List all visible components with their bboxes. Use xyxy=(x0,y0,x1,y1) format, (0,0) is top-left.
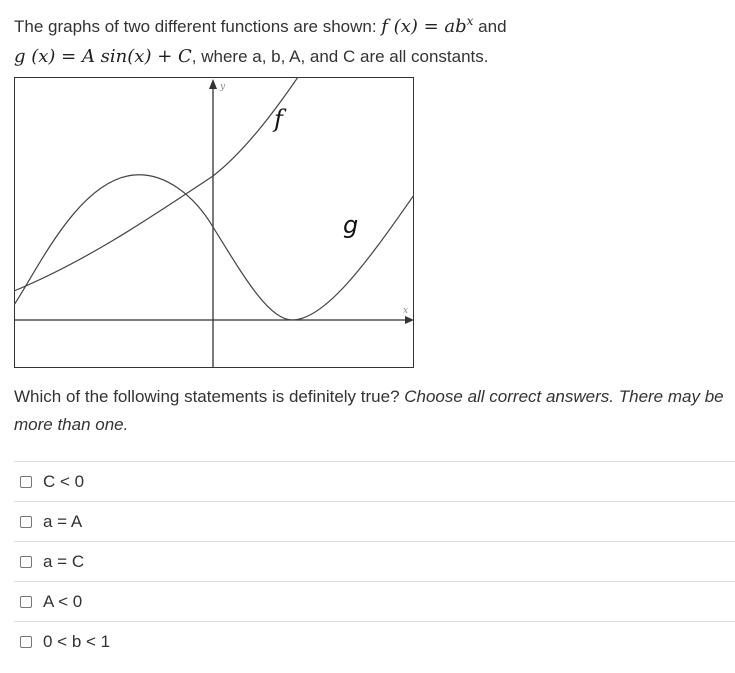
f-exponent: x xyxy=(466,14,474,28)
g-definition: g (x) = A sin(x) + C xyxy=(14,46,192,67)
option-label: a = C xyxy=(43,551,85,571)
question-main: Which of the following statements is definitely true? xyxy=(14,387,405,406)
prompt-text-2: , where a, b, A, and C are all constants. xyxy=(191,47,489,66)
f-definition: f $(x) = ab^x$ xyxy=(381,14,474,37)
checkbox[interactable] xyxy=(20,516,32,528)
option-label: A < 0 xyxy=(43,591,83,611)
prompt-text-1: The graphs of two different functions are shown: xyxy=(14,17,382,36)
x-axis-label: x xyxy=(403,306,409,316)
option-A-less-than-0[interactable] xyxy=(14,581,735,621)
option-a-equals-C[interactable] xyxy=(14,541,735,581)
question-instruction: Choose all correct answers. There may be more than one. xyxy=(14,387,724,434)
question-text xyxy=(14,383,732,439)
answer-options xyxy=(14,461,735,661)
g-curve-label: g xyxy=(343,211,359,239)
option-label: 0 < b < 1 xyxy=(43,631,111,651)
checkbox[interactable] xyxy=(20,636,32,648)
checkbox[interactable] xyxy=(20,596,32,608)
option-c-less-than-0[interactable] xyxy=(14,461,735,501)
y-axis-label: y xyxy=(220,82,226,92)
problem-prompt xyxy=(14,6,729,72)
option-b-between-0-and-1[interactable] xyxy=(14,621,735,661)
option-label: C < 0 xyxy=(43,471,85,491)
option-label: a = A xyxy=(43,511,83,531)
function-graph xyxy=(14,77,414,368)
checkbox[interactable] xyxy=(20,556,32,568)
option-a-equals-A[interactable] xyxy=(14,501,735,541)
prompt-and: and xyxy=(473,17,507,36)
f-curve-label: f xyxy=(274,105,283,133)
checkbox[interactable] xyxy=(20,476,32,488)
